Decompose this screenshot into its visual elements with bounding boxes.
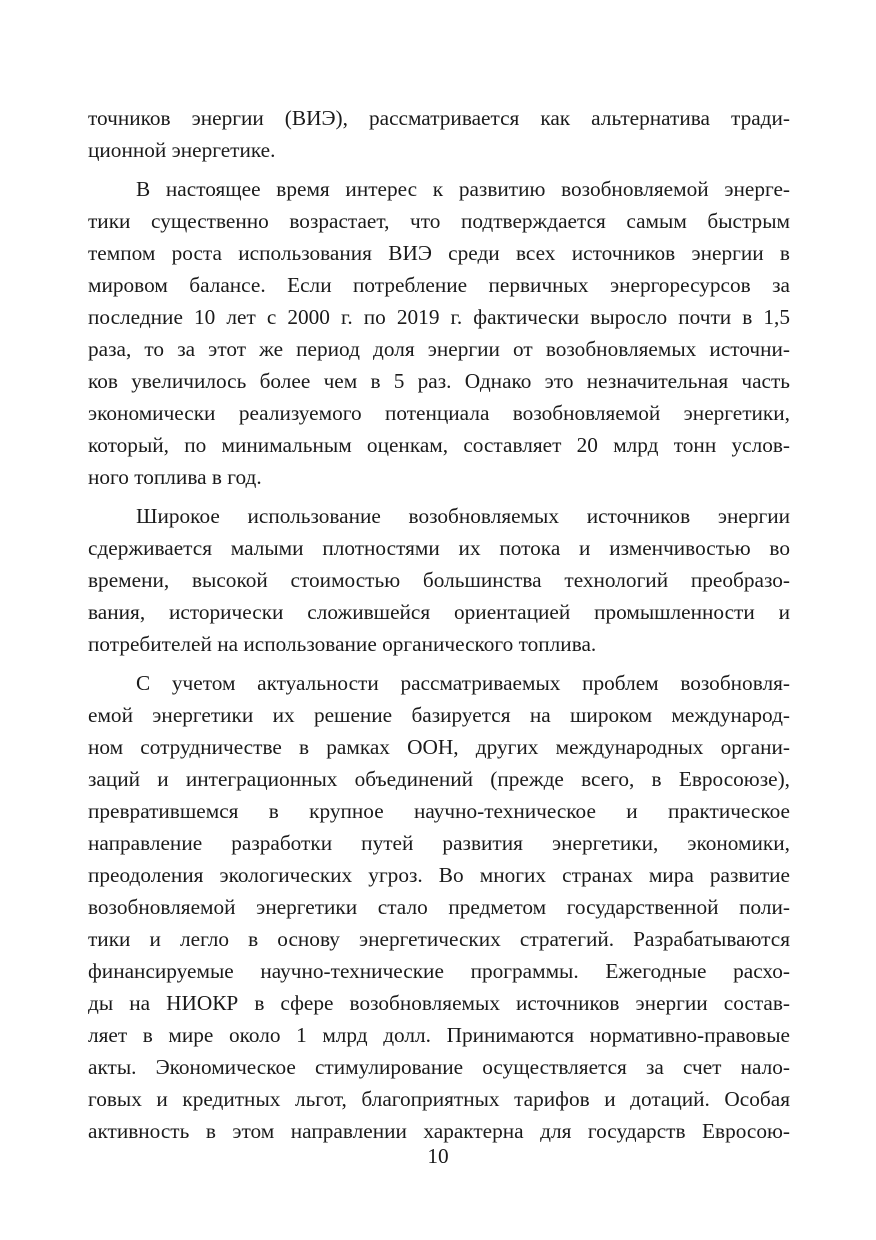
text-line: вания, исторически сложившейся ориентацией промышленности и bbox=[88, 600, 790, 624]
paragraph bbox=[88, 173, 790, 493]
paragraph bbox=[88, 500, 790, 660]
text-line: финансируемые научно-технические программы. Ежегодные расхо- bbox=[88, 959, 790, 983]
text-line: последние 10 лет с 2000 г. по 2019 г. фактически выросло почти в 1,5 bbox=[88, 305, 790, 329]
text-line: тики и легло в основу энергетических стратегий. Разрабатываются bbox=[88, 927, 790, 951]
text-line: активность в этом направлении характерна для государств Евросою- bbox=[88, 1119, 790, 1143]
text-line: возобновляемой энергетики стало предметом государственной поли- bbox=[88, 895, 790, 919]
text-line: направление разработки путей развития энергетики, экономики, bbox=[88, 831, 790, 855]
page-body bbox=[88, 102, 790, 1147]
text-line: говых и кредитных льгот, благоприятных тарифов и дотаций. Особая bbox=[88, 1087, 790, 1111]
text-line: В настоящее время интерес к развитию возобновляемой энерге- bbox=[136, 177, 790, 201]
text-line: Широкое использование возобновляемых источников энергии bbox=[136, 504, 790, 528]
text-line: точников энергии (ВИЭ), рассматривается как альтернатива тради- bbox=[88, 106, 790, 130]
text-line: времени, высокой стоимостью большинства технологий преобразо- bbox=[88, 568, 790, 592]
text-line: тики существенно возрастает, что подтверждается самым быстрым bbox=[88, 209, 790, 233]
text-line: превратившемся в крупное научно-техническое и практическое bbox=[88, 799, 790, 823]
paragraph bbox=[88, 667, 790, 1147]
text-line: ляет в мире около 1 млрд долл. Принимаются нормативно-правовые bbox=[88, 1023, 790, 1047]
text-line: экономически реализуемого потенциала возобновляемой энергетики, bbox=[88, 401, 790, 425]
text-line: ков увеличилось более чем в 5 раз. Однако это незначительная часть bbox=[88, 369, 790, 393]
text-line: ного топлива в год. bbox=[88, 465, 262, 489]
text-line: ционной энергетике. bbox=[88, 138, 276, 162]
text-line: потребителей на использование органического топлива. bbox=[88, 632, 597, 656]
text-line: преодоления экологических угроз. Во многих странах мира развитие bbox=[88, 863, 790, 887]
text-line: темпом роста использования ВИЭ среди всех источников энергии в bbox=[88, 241, 790, 265]
text-line: С учетом актуальности рассматриваемых проблем возобновля- bbox=[136, 671, 790, 695]
paragraph bbox=[88, 102, 790, 166]
text-line: ном сотрудничестве в рамках ООН, других международных органи- bbox=[88, 735, 790, 759]
page-number: 10 bbox=[427, 1144, 449, 1168]
text-line: ды на НИОКР в сфере возобновляемых источников энергии состав- bbox=[88, 991, 790, 1015]
text-line: мировом балансе. Если потребление первичных энергоресурсов за bbox=[88, 273, 790, 297]
text-line: емой энергетики их решение базируется на широком международ- bbox=[88, 703, 790, 727]
text-line: заций и интеграционных объединений (прежде всего, в Евросоюзе), bbox=[88, 767, 790, 791]
text-line: который, по минимальным оценкам, составляет 20 млрд тонн услов- bbox=[88, 433, 790, 457]
text-line: раза, то за этот же период доля энергии от возобновляемых источни- bbox=[88, 337, 790, 361]
text-line: сдерживается малыми плотностями их потока и изменчивостью во bbox=[88, 536, 790, 560]
text-line: акты. Экономическое стимулирование осуществляется за счет нало- bbox=[88, 1055, 790, 1079]
